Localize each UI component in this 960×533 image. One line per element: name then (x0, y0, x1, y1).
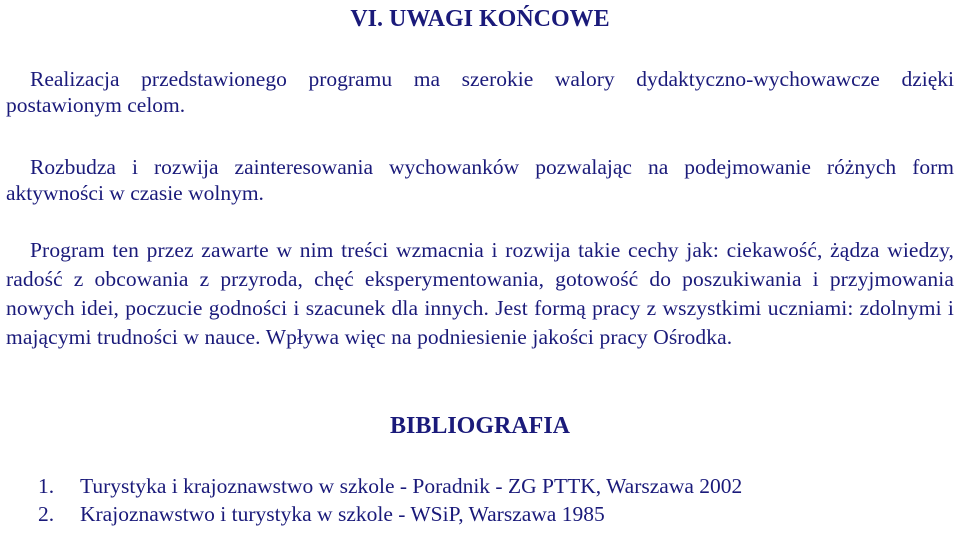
bibliography-item (38, 500, 742, 528)
bibliography-list (38, 472, 742, 528)
section-title: VI. UWAGI KOŃCOWE (350, 6, 610, 32)
paragraph-program-features: Program ten przez zawarte w nim treści wzmacnia i rozwija takie cechy jak: ciekawość, żądza wiedzy, radość z obcowania z przyroda, chęć eksperymentowania, gotowość do poszukiwania i przyjmowania nowych idei, poczucie godności i szacunek dla innych. Jest formą pracy z wszystkimi uczniami: zdolnymi i mającymi trudności w nauce. Wpływa więc na podniesienie jakości pracy Ośrodka. (6, 238, 954, 349)
bibliography-item-text: Turystyka i krajoznawstwo w szkole - Poradnik - ZG PTTK, Warszawa 2002 (80, 474, 743, 498)
bibliography-item-number: 2. (38, 502, 55, 526)
paragraph-interests: Rozbudza i rozwija zainteresowania wychowanków pozwalając na podejmowanie różnych form aktywności w czasie wolnym. (6, 155, 954, 205)
bibliography-item-text: Krajoznawstwo i turystyka w szkole - WSiP, Warszawa 1985 (80, 502, 605, 526)
bibliography-title: BIBLIOGRAFIA (389, 413, 571, 439)
paragraph-realization: Realizacja przedstawionego programu ma szerokie walory dydaktyczno-wychowawcze dzięki postawionym celom. (6, 67, 954, 117)
bibliography-item (38, 472, 742, 500)
bibliography-item-number: 1. (38, 474, 55, 498)
